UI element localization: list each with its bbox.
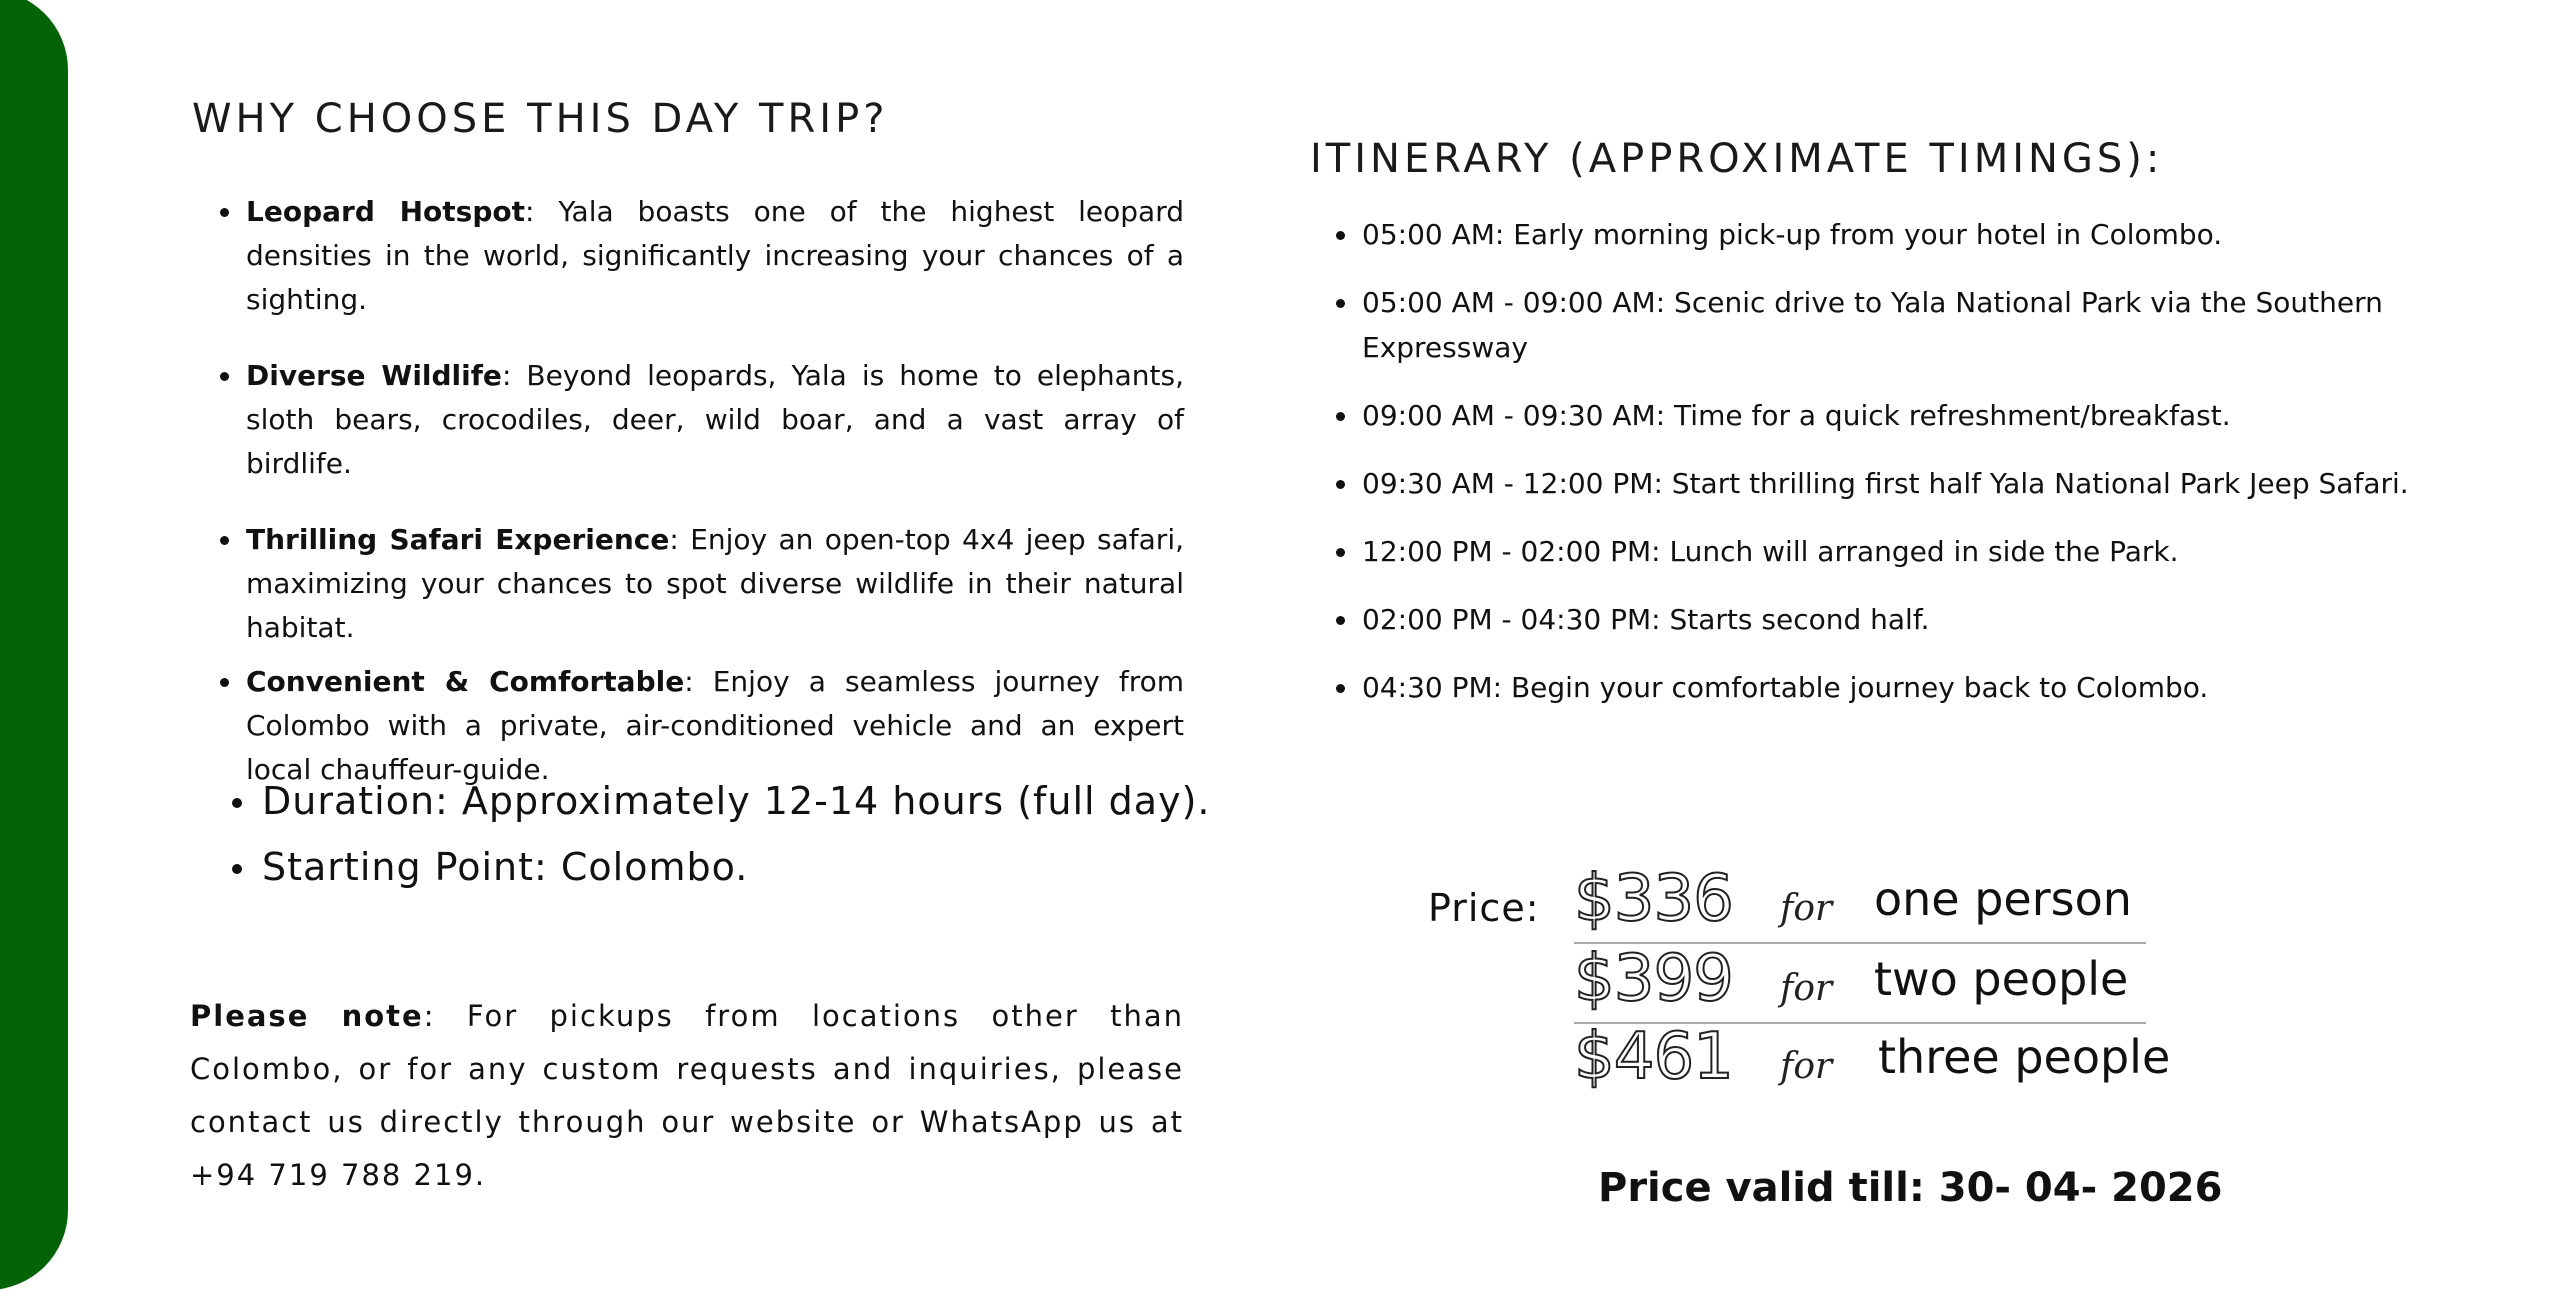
list-item: [246, 354, 1184, 486]
list-item: [246, 518, 1184, 650]
trip-facts-list: [262, 768, 1210, 900]
itinerary-item: 02:00 PM - 04:30 PM: Starts second half.: [1362, 597, 2452, 642]
itinerary-item: 05:00 AM: Early morning pick-up from your hotel in Colombo.: [1362, 212, 2452, 257]
price-group: one person: [1874, 872, 2132, 926]
itinerary-item: 09:30 AM - 12:00 PM: Start thrilling first half Yala National Park Jeep Safari.: [1362, 461, 2452, 506]
item-label: Leopard Hotspot: [246, 195, 525, 228]
itinerary-heading: ITINERARY (APPROXIMATE TIMINGS):: [1310, 136, 2164, 182]
price-for: for: [1780, 1046, 1833, 1087]
item-text: : Beyond leopards, Yala is home to elephants, sloth bears, crocodiles, deer, wild boar, and a vast array of birdlife.: [246, 359, 1184, 480]
price-for: for: [1780, 888, 1833, 929]
price-label: Price:: [1428, 886, 1540, 930]
price-validity: Price valid till: 30- 04- 2026: [1598, 1165, 2223, 1211]
price-group: three people: [1878, 1030, 2171, 1084]
item-text: : Enjoy a seamless journey from Colombo with a private, air-conditioned vehicle and an expert local chauffeur-guide.: [246, 665, 1184, 786]
item-label: Diverse Wildlife: [246, 359, 502, 392]
item-label: Convenient & Comfortable: [246, 665, 685, 698]
price-amount: $399: [1574, 942, 1733, 1016]
why-choose-heading: WHY CHOOSE THIS DAY TRIP?: [192, 96, 889, 142]
please-note-paragraph: [190, 990, 1184, 1202]
item-text: : Yala boasts one of the highest leopard densities in the world, significantly increasing your chances of a sighting.: [246, 195, 1184, 316]
itinerary-item: 04:30 PM: Begin your comfortable journey back to Colombo.: [1362, 665, 2452, 710]
itinerary-item: 05:00 AM - 09:00 AM: Scenic drive to Yala National Park via the Southern Expressway: [1362, 280, 2452, 370]
itinerary-item: 12:00 PM - 02:00 PM: Lunch will arranged in side the Park.: [1362, 529, 2452, 574]
starting-point-fact: Starting Point: Colombo.: [262, 834, 1210, 900]
green-side-bar: [0, 0, 68, 1290]
itinerary-list: [1362, 212, 2452, 733]
item-text: : Enjoy an open-top 4x4 jeep safari, maximizing your chances to spot diverse wildlife in their natural habitat.: [246, 523, 1184, 644]
why-choose-list: [246, 190, 1184, 824]
note-label: Please note: [190, 999, 424, 1033]
itinerary-item: 09:00 AM - 09:30 AM: Time for a quick refreshment/breakfast.: [1362, 393, 2452, 438]
duration-fact: Duration: Approximately 12-14 hours (full day).: [262, 768, 1210, 834]
price-group: two people: [1874, 952, 2129, 1006]
note-text: : For pickups from locations other than Colombo, or for any custom requests and inquiries, please contact us directly through our website or WhatsApp us at +94 719 788 219.: [190, 999, 1185, 1192]
price-amount: $336: [1574, 862, 1733, 936]
price-for: for: [1780, 968, 1833, 1009]
price-amount: $461: [1574, 1020, 1733, 1094]
item-label: Thrilling Safari Experience: [246, 523, 670, 556]
list-item: [246, 190, 1184, 322]
